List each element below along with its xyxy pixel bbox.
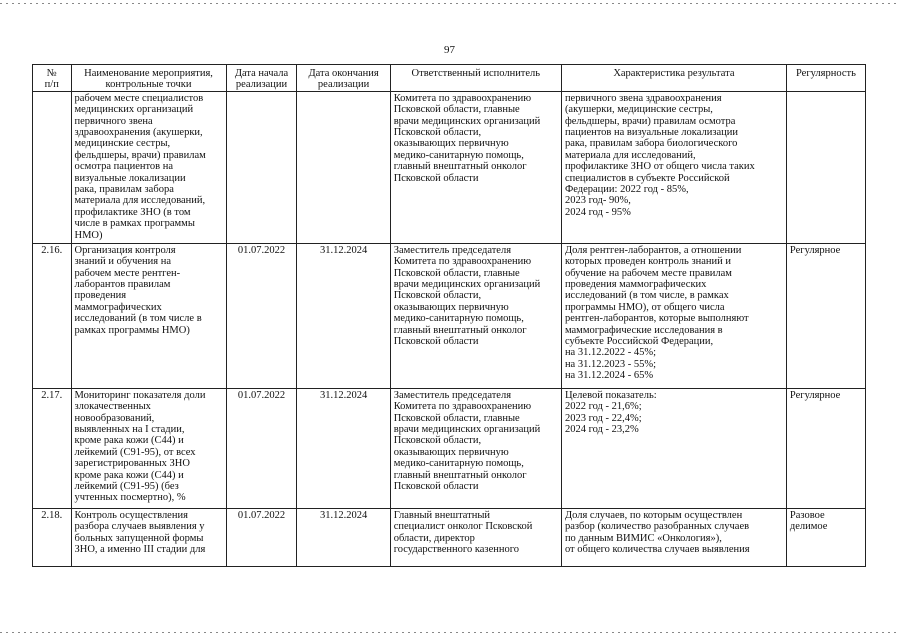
cell-line: злокачественных (74, 401, 151, 413)
cell-line: на 31.12.2022 - 45%; (564, 347, 657, 359)
cell-line: первичного звена здравоохранения (564, 92, 722, 104)
cell-line: больных запущенной формы (74, 532, 204, 544)
cell-line: фельдшеры, врачи) правилам осмотра (564, 115, 736, 127)
cell-line: главный внештатный онколог (393, 161, 527, 173)
cell-line: лейкемий (С91-95) (без (74, 481, 179, 493)
cell-line: материала для исследований, (564, 149, 696, 161)
cell-line: врачи медицинских организаций (393, 424, 541, 436)
cell-line: здравоохранения (акушерки, (74, 127, 203, 139)
cell-line: рентген-лаборантов, которые выполняют (564, 313, 749, 325)
cell-result (561, 388, 786, 508)
cell-line: обучение на рабочем месте правилам (564, 267, 732, 279)
cell-name (71, 91, 226, 243)
cell-start-date: 01.07.2022 (226, 388, 297, 508)
cell-line: числе в рамках программы (74, 218, 195, 230)
table-row (33, 508, 866, 566)
cell-line: выявленных на I стадии, (74, 424, 185, 436)
header-end-date (297, 65, 390, 92)
header-line: реализации (317, 79, 370, 91)
cell-name (71, 388, 226, 508)
header-regularity (786, 65, 865, 92)
cell-num: 2.16. (33, 243, 72, 388)
header-responsible (390, 65, 561, 92)
cell-line: профилактике ЗНО (в том (74, 206, 191, 218)
cell-end-date: 31.12.2024 (297, 388, 390, 508)
cell-line: проведения (74, 290, 127, 302)
cell-line: Заместитель председателя (393, 244, 512, 256)
cell-start-date: 01.07.2022 (226, 243, 297, 388)
cell-line: Целевой показатель: (564, 389, 657, 401)
cell-line: первичного звена (74, 115, 153, 127)
table-row (33, 243, 866, 388)
cell-line: Федерации: 2022 год - 85%, (564, 184, 689, 196)
cell-num: 2.17. (33, 388, 72, 508)
cell-line: Главный внештатный (393, 509, 491, 521)
cell-line: лаборантов правилам (74, 279, 171, 291)
cell-line: исследований (в том числе в (74, 313, 202, 325)
cell-line: специалистов в субъекте Российской (564, 172, 730, 184)
cell-line: Псковской области (393, 481, 479, 493)
cell-line: оказывающих первичную (393, 301, 509, 313)
cell-line: Псковской области, главные (393, 104, 520, 116)
cell-line: медико-санитарную помощь, (393, 313, 524, 325)
cell-line: учтенных посмертно), % (74, 492, 186, 504)
header-name (71, 65, 226, 92)
cell-line: рабочем месте рентген- (74, 267, 181, 279)
cell-result (561, 243, 786, 388)
cell-line: по данным ВИМИС «Онкология»), (564, 532, 722, 544)
cell-line: медицинские сестры, (74, 138, 171, 150)
cell-line: разбор (количество разобранных случаев (564, 521, 750, 533)
cell-line: медико-санитарную помощь, (393, 149, 524, 161)
cell-num: 2.18. (33, 508, 72, 566)
cell-line: врачи медицинских организаций (393, 279, 541, 291)
table-header-row (33, 65, 866, 92)
header-line: Регулярность (795, 68, 856, 79)
cell-line: главный внештатный онколог (393, 469, 527, 481)
cell-line: исследований (в том числе, в рамках (564, 290, 729, 302)
activities-table (32, 64, 866, 567)
cell-line: на 31.12.2024 - 65% (564, 370, 654, 382)
cell-line: разбора случаев выявления у (74, 521, 205, 533)
cell-line: визуальные локализации (74, 172, 186, 184)
cell-regularity: Разовое делимое (786, 508, 865, 566)
cell-line: Доля рентген-лаборантов, а отношении (564, 244, 742, 256)
cell-line: главный внештатный онколог (393, 324, 527, 336)
scan-edge-top (0, 3, 899, 4)
cell-line: Контроль осуществления (74, 509, 188, 521)
header-line: № (46, 68, 57, 79)
header-line: п/п (44, 79, 59, 91)
cell-line: Доля случаев, по которым осуществлен (564, 509, 743, 521)
cell-regularity: Регулярное (786, 243, 865, 388)
cell-line: кроме рака кожи (С44) и (74, 469, 184, 481)
cell-line: знаний и обучения на (74, 256, 172, 268)
cell-name (71, 243, 226, 388)
cell-line: рамках программы НМО) (74, 324, 190, 336)
cell-end-date: 31.12.2024 (297, 243, 390, 388)
header-result (561, 65, 786, 92)
cell-line: рака, правилам забора (74, 184, 174, 196)
cell-line: проведения маммографических (564, 279, 707, 291)
cell-line: 2023 год - 22,4%; (564, 412, 642, 424)
cell-line: осмотра пациентов на (74, 161, 174, 173)
cell-line: субъекте Российской Федерации, (564, 336, 714, 348)
cell-line: пациентов на визуальные локализации (564, 127, 738, 139)
cell-line: фельдшеры, врачи) правилам (74, 149, 206, 161)
cell-line: Псковской области, главные (393, 267, 520, 279)
cell-start-date (226, 91, 297, 243)
cell-line: Мониторинг показателя доли (74, 389, 206, 401)
cell-line: Комитета по здравоохранению (393, 256, 532, 268)
cell-name (71, 508, 226, 566)
cell-line: области, директор (393, 532, 475, 544)
page-number: 97 (444, 44, 455, 56)
header-line: Характеристика результата (613, 68, 735, 79)
cell-line: Комитета по здравоохранению (393, 92, 532, 104)
header-num (33, 65, 72, 92)
cell-line: оказывающих первичную (393, 138, 509, 150)
cell-line: Псковской области (393, 336, 479, 348)
header-line: Дата окончания (308, 68, 379, 79)
cell-line: 2023 год- 90%, (564, 195, 631, 207)
cell-result (561, 508, 786, 566)
cell-line: лейкемий (С91-95), от всех (74, 446, 196, 458)
header-line: Дата начала (234, 68, 289, 79)
cell-responsible (390, 91, 561, 243)
cell-line: зарегистрированных ЗНО (74, 458, 190, 470)
cell-start-date: 01.07.2022 (226, 508, 297, 566)
cell-line: на 31.12.2023 - 55%; (564, 358, 657, 370)
cell-line: 2024 год - 23,2% (564, 424, 639, 436)
scan-edge-bottom (0, 632, 899, 633)
cell-line: от общего количества случаев выявления (564, 544, 750, 556)
cell-line: новообразований, (74, 412, 155, 424)
cell-line: специалист онколог Псковской (393, 521, 533, 533)
cell-line: Комитета по здравоохранению (393, 401, 532, 413)
cell-line: кроме рака кожи (С44) и (74, 435, 184, 447)
table-row (33, 91, 866, 243)
table-row (33, 388, 866, 508)
cell-responsible (390, 508, 561, 566)
cell-line: НМО) (74, 229, 103, 241)
cell-line: государственного казенного (393, 544, 520, 556)
cell-line: оказывающих первичную (393, 446, 509, 458)
cell-line: медицинских организаций (74, 104, 194, 116)
cell-line: материала для исследований, (74, 195, 206, 207)
cell-line: Псковской области, (393, 290, 482, 302)
cell-line: программы НМО), от общего числа (564, 301, 725, 313)
cell-line: Псковской области, главные (393, 412, 520, 424)
cell-line: Псковской области, (393, 127, 482, 139)
cell-line: медико-санитарную помощь, (393, 458, 524, 470)
cell-result (561, 91, 786, 243)
cell-line: 2022 год - 21,6%; (564, 401, 642, 413)
cell-num (33, 91, 72, 243)
header-start-date (226, 65, 297, 92)
cell-line: профилактике ЗНО от общего числа таких (564, 161, 755, 173)
header-line: контрольные точки (105, 79, 192, 91)
cell-line: маммографические исследования в (564, 324, 723, 336)
cell-end-date (297, 91, 390, 243)
cell-responsible (390, 388, 561, 508)
header-line: реализации (235, 79, 288, 91)
cell-line: 2024 год - 95% (564, 206, 631, 218)
cell-line: Заместитель председателя (393, 389, 512, 401)
cell-responsible (390, 243, 561, 388)
cell-line: Псковской области (393, 172, 479, 184)
header-line: Ответственный исполнитель (411, 68, 541, 79)
cell-line: Псковской области, (393, 435, 482, 447)
cell-line: Организация контроля (74, 244, 176, 256)
header-line: Наименование мероприятия, (84, 68, 213, 79)
cell-line: врачи медицинских организаций (393, 115, 541, 127)
cell-line: маммографических (74, 301, 162, 313)
cell-line: ЗНО, а именно III стадии для (74, 544, 206, 556)
cell-line: рака, правилам забора биологического (564, 138, 738, 150)
cell-line: которых проведен контроль знаний и (564, 256, 731, 268)
cell-line: (акушерки, медицинские сестры, (564, 104, 713, 116)
cell-regularity: Регулярное (786, 388, 865, 508)
cell-regularity (786, 91, 865, 243)
cell-end-date: 31.12.2024 (297, 508, 390, 566)
cell-line: рабочем месте специалистов (74, 92, 204, 104)
